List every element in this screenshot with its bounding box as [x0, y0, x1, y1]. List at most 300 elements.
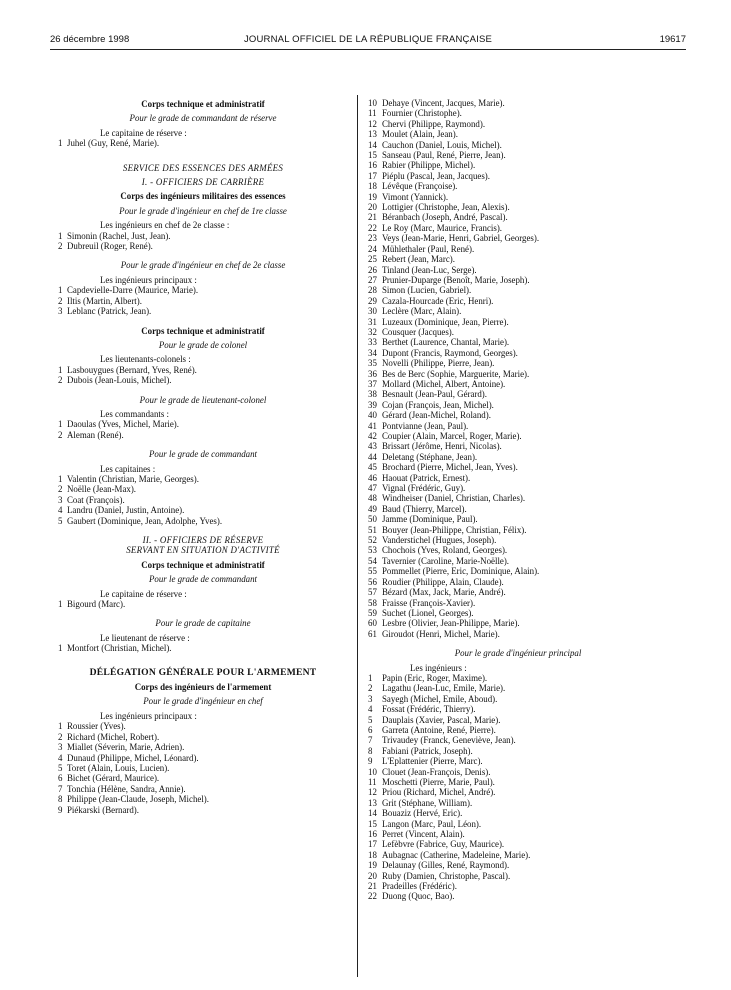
grade-heading: Pour le grade de commandant de réserve: [129, 113, 277, 124]
item-number: 2: [58, 241, 63, 252]
rank-label: Les lieutenants-colonels :: [100, 354, 191, 365]
item-number: 51: [368, 524, 377, 535]
item-number: 16: [368, 160, 377, 171]
officer-category-heading: I. - OFFICIERS DE CARRIÈRE: [141, 177, 265, 188]
item-number: 53: [368, 545, 377, 556]
list-item: [368, 618, 668, 628]
item-name: Windheiser (Daniel, Christian, Charles).: [382, 493, 526, 504]
item-number: 35: [368, 358, 377, 369]
item-number: 42: [368, 431, 377, 441]
directorate-heading: DÉLÉGATION GÉNÉRALE POUR L'ARMEMENT: [89, 666, 317, 678]
list-item: [368, 483, 668, 493]
list-item: [368, 725, 668, 735]
item-name: Juhel (Guy, René, Marie).: [67, 138, 160, 149]
item-name: Lottigier (Christophe, Jean, Alexis).: [382, 202, 510, 213]
list-item: [368, 493, 668, 503]
item-name: Fabiani (Patrick, Joseph).: [382, 745, 473, 756]
item-name: Moulet (Alain, Jean).: [382, 129, 458, 140]
item-name: Novelli (Philippe, Pierre, Jean).: [382, 358, 495, 369]
item-number: 21: [368, 212, 377, 223]
item-name: Cazala-Hourcade (Eric, Henri).: [382, 295, 494, 306]
list-item: [58, 241, 348, 251]
name-list: [368, 98, 668, 639]
list-item: [58, 763, 348, 773]
list-item: [58, 794, 348, 804]
item-number: 56: [368, 576, 377, 587]
section-heading: Corps technique et administratif: [141, 559, 265, 570]
item-name: Moschetti (Pierre, Marie, Paul).: [382, 777, 495, 787]
item-number: 18: [368, 849, 377, 860]
list-item: [368, 296, 668, 306]
item-name: Chochois (Yves, Roland, Georges).: [382, 545, 508, 556]
item-name: Tonchia (Hélène, Sandra, Annie).: [67, 783, 186, 794]
list-item: [58, 753, 348, 763]
item-name: Bichet (Gérard, Maurice).: [67, 773, 160, 784]
list-item: [368, 871, 668, 881]
list-item: [368, 850, 668, 860]
item-name: Grit (Stéphane, William).: [382, 797, 473, 808]
list-item: [368, 244, 668, 254]
item-number: 2: [58, 429, 63, 440]
item-name: Haouat (Patrick, Ernest).: [382, 472, 471, 483]
item-number: 23: [368, 233, 377, 244]
item-number: 2: [58, 484, 63, 495]
item-name: Piékarski (Bernard).: [67, 804, 139, 815]
item-name: Fossat (Frédéric, Thierry).: [382, 704, 476, 715]
item-name: Ruby (Damien, Christophe, Pascal).: [382, 870, 511, 881]
list-item: [368, 431, 668, 441]
list-item: [368, 860, 668, 870]
item-number: 32: [368, 326, 377, 337]
list-item: [368, 881, 668, 891]
item-name: L'Eplattenier (Pierre, Marc).: [382, 756, 483, 767]
list-item: [368, 566, 668, 576]
list-item: [368, 577, 668, 587]
grade-heading: Pour le grade d'ingénieur en chef: [143, 696, 263, 707]
item-number: 14: [368, 808, 377, 819]
header-page-number: 19617: [659, 34, 686, 45]
list-item: [58, 505, 348, 515]
item-number: 21: [368, 881, 377, 892]
item-name: Cojan (François, Jean, Michel).: [382, 399, 494, 410]
list-item: [368, 192, 668, 202]
list-item: [368, 525, 668, 535]
list-item: [58, 306, 348, 316]
item-number: 16: [368, 829, 377, 840]
list-item: [368, 98, 668, 108]
list-item: [368, 704, 668, 714]
item-number: 36: [368, 368, 377, 379]
item-name: Coat (François).: [67, 494, 125, 505]
item-number: 38: [368, 389, 377, 400]
item-number: 18: [368, 181, 377, 192]
list-item: [368, 629, 668, 639]
item-name: Noëlle (Jean-Max).: [67, 484, 136, 495]
item-name: Gérard (Jean-Michel, Roland).: [382, 410, 491, 421]
item-number: 6: [58, 773, 63, 784]
item-number: 1: [58, 721, 63, 732]
item-name: Philippe (Jean-Claude, Joseph, Michel).: [67, 794, 209, 805]
list-item: [368, 735, 668, 745]
item-number: 13: [368, 797, 377, 808]
item-name: Dunaud (Philippe, Michel, Léonard).: [67, 752, 199, 763]
item-name: Sayegh (Michel, Emile, Aboud).: [382, 693, 498, 704]
item-name: Perret (Vincent, Alain).: [382, 829, 465, 840]
item-name: Garreta (Antoine, René, Pierre).: [382, 724, 496, 735]
section-heading: Corps technique et administratif: [141, 325, 265, 336]
list-item: [368, 545, 668, 555]
rank-label: Les ingénieurs en chef de 2e classe :: [100, 220, 230, 231]
item-number: 7: [368, 735, 373, 746]
item-name: Aleman (René).: [67, 429, 124, 440]
item-number: 2: [58, 375, 63, 386]
list-item: [368, 369, 668, 379]
item-name: Mühlethaler (Paul, René).: [382, 243, 475, 254]
list-item: [368, 410, 668, 420]
list-item: [58, 773, 348, 783]
item-number: 3: [58, 306, 63, 317]
list-item: [58, 742, 348, 752]
list-item: [368, 767, 668, 777]
item-number: 60: [368, 618, 377, 629]
list-item: [368, 819, 668, 829]
service-heading: SERVICE DES ESSENCES DES ARMÉES: [122, 162, 284, 173]
list-item: [58, 430, 348, 440]
item-name: Roudier (Philippe, Alain, Claude).: [382, 576, 504, 587]
item-number: 17: [368, 170, 377, 181]
name-list: [58, 474, 348, 526]
list-item: [368, 212, 668, 222]
rank-label: Les ingénieurs :: [410, 662, 467, 673]
list-item: [368, 337, 668, 347]
name-list: [58, 599, 348, 609]
item-name: Béranbach (Joseph, André, Pascal).: [382, 212, 508, 223]
item-name: Luzeaux (Dominique, Jean, Pierre).: [382, 316, 509, 327]
item-name: Tavernier (Caroline, Marie-Noëlle).: [382, 555, 510, 566]
list-item: [368, 265, 668, 275]
item-name: Landru (Daniel, Justin, Antoine).: [67, 505, 185, 516]
item-number: 50: [368, 514, 377, 525]
list-item: [368, 285, 668, 295]
list-item: [368, 400, 668, 410]
item-number: 44: [368, 451, 377, 462]
item-name: Bouaziz (Hervé, Eric).: [382, 808, 463, 819]
item-name: Suchet (Lionel, Georges).: [382, 607, 474, 618]
list-item: [368, 202, 668, 212]
item-name: Jamme (Dominique, Paul).: [382, 514, 478, 525]
item-number: 26: [368, 264, 377, 275]
list-item: [368, 598, 668, 608]
item-number: 37: [368, 378, 377, 389]
list-item: [368, 462, 668, 472]
item-name: Montfort (Christian, Michel).: [67, 643, 172, 654]
item-name: Rebert (Jean, Marc).: [382, 254, 455, 265]
item-number: 28: [368, 285, 377, 296]
item-number: 5: [58, 762, 63, 773]
list-item: [368, 140, 668, 150]
grade-heading: Pour le grade d'ingénieur en chef de 1re classe: [119, 205, 287, 216]
corps-heading: Corps des ingénieurs de l'armement: [134, 682, 272, 693]
item-number: 5: [58, 515, 63, 526]
item-number: 58: [368, 597, 377, 608]
item-name: Simon (Lucien, Gabriel).: [382, 285, 472, 296]
item-name: Tinland (Jean-Luc, Serge).: [382, 264, 477, 275]
item-name: Dupont (Francis, Raymond, Georges).: [382, 347, 518, 358]
list-item: [368, 233, 668, 243]
name-list: [58, 643, 348, 653]
item-name: Lefèbvre (Fabrice, Guy, Maurice).: [382, 839, 505, 850]
list-item: [368, 275, 668, 285]
list-item: [58, 419, 348, 429]
list-item: [58, 784, 348, 794]
item-number: 14: [368, 139, 377, 150]
item-number: 46: [368, 472, 377, 483]
list-item: [368, 306, 668, 316]
item-number: 8: [58, 794, 63, 805]
item-name: Berthet (Laurence, Chantal, Marie).: [382, 337, 510, 348]
item-name: Giroudot (Henri, Michel, Marie).: [382, 628, 500, 639]
item-name: Cousquer (Jacques).: [382, 326, 454, 337]
list-item: [368, 473, 668, 483]
item-name: Roussier (Yves).: [67, 721, 126, 732]
item-name: Dubreuil (Roger, René).: [67, 241, 153, 252]
item-name: Chervi (Philippe, Raymond).: [382, 118, 486, 129]
item-number: 8: [368, 745, 373, 756]
list-item: [58, 721, 348, 731]
item-name: Lévêque (Françoise).: [382, 181, 458, 192]
item-number: 31: [368, 316, 377, 327]
list-item: [58, 138, 348, 148]
list-item: [368, 829, 668, 839]
list-item: [368, 441, 668, 451]
item-name: Papin (Eric, Roger, Maxime).: [382, 672, 488, 683]
item-name: Clouet (Jean-François, Denis).: [382, 766, 491, 777]
item-name: Delaunay (Gilles, René, Raymond).: [382, 860, 510, 871]
item-number: 29: [368, 295, 377, 306]
item-number: 1: [58, 230, 63, 241]
right-column: [368, 98, 668, 902]
item-number: 43: [368, 441, 377, 452]
rank-label: Le lieutenant de réserve :: [100, 632, 190, 643]
list-item: [58, 365, 348, 375]
item-number: 4: [58, 505, 63, 516]
name-list: [58, 419, 348, 440]
list-item: [58, 599, 348, 609]
item-name: Sanseau (Paul, René, Pierre, Jean).: [382, 150, 506, 161]
item-number: 52: [368, 535, 377, 546]
item-name: Dehaye (Vincent, Jacques, Marie).: [382, 98, 505, 108]
list-item: [58, 516, 348, 526]
item-name: Valentin (Christian, Marie, Georges).: [67, 473, 199, 484]
list-item: [368, 777, 668, 787]
header-journal-title: JOURNAL OFFICIEL DE LA RÉPUBLIQUE FRANÇAISE: [243, 34, 493, 45]
name-list: [58, 721, 348, 815]
list-item: [368, 181, 668, 191]
list-item: [58, 495, 348, 505]
list-item: [368, 756, 668, 766]
grade-heading: Pour le grade de commandant: [149, 449, 257, 460]
item-number: 1: [58, 138, 63, 149]
item-number: 7: [58, 783, 63, 794]
item-number: 47: [368, 483, 377, 494]
item-number: 20: [368, 202, 377, 213]
grade-heading: Pour le grade de commandant: [149, 574, 257, 585]
officer-category-heading: II. - OFFICIERS DE RÉSERVE: [142, 535, 264, 545]
list-item: [368, 160, 668, 170]
list-item: [368, 608, 668, 618]
list-item: [368, 808, 668, 818]
list-item: [368, 317, 668, 327]
rank-label: Le capitaine de réserve :: [100, 127, 187, 138]
item-number: 1: [58, 364, 63, 375]
list-item: [368, 556, 668, 566]
name-list: [58, 138, 348, 148]
item-number: 1: [58, 473, 63, 484]
item-number: 48: [368, 493, 377, 504]
grade-heading: Pour le grade de colonel: [158, 339, 248, 350]
rank-label: Les ingénieurs principaux :: [100, 274, 197, 285]
item-name: Pommellet (Pierre, Eric, Dominique, Alain).: [382, 566, 540, 577]
item-number: 40: [368, 410, 377, 421]
item-name: Le Roy (Marc, Maurice, Francis).: [382, 222, 503, 233]
item-name: Vimont (Yannick).: [382, 191, 449, 202]
item-number: 25: [368, 254, 377, 265]
item-number: 1: [368, 672, 373, 683]
item-name: Lasbouygues (Bernard, Yves, René).: [67, 364, 197, 375]
item-number: 27: [368, 274, 377, 285]
item-name: Rabier (Philippe, Michel).: [382, 160, 476, 171]
item-number: 1: [58, 419, 63, 430]
list-item: [368, 673, 668, 683]
item-name: Gaubert (Dominique, Jean, Adolphe, Yves).: [67, 515, 223, 526]
item-number: 4: [368, 704, 373, 715]
item-number: 3: [368, 693, 373, 704]
list-item: [368, 694, 668, 704]
item-number: 2: [368, 683, 373, 694]
item-name: Lesbre (Olivier, Jean-Philippe, Marie).: [382, 618, 520, 629]
list-item: [58, 231, 348, 241]
item-number: 15: [368, 818, 377, 829]
list-item: [58, 474, 348, 484]
list-item: [58, 643, 348, 653]
item-name: Pontvianne (Jean, Paul).: [382, 420, 469, 431]
list-item: [368, 327, 668, 337]
header-date: 26 décembre 1998: [50, 34, 130, 45]
item-number: 1: [58, 643, 63, 654]
grade-heading: Pour le grade de lieutenant-colonel: [139, 394, 267, 405]
item-name: Brochard (Pierre, Michel, Jean, Yves).: [382, 462, 518, 473]
list-item: [368, 452, 668, 462]
item-number: 12: [368, 118, 377, 129]
item-number: 1: [58, 285, 63, 296]
item-number: 59: [368, 607, 377, 618]
header-rule: [50, 49, 686, 50]
item-number: 3: [58, 494, 63, 505]
item-name: Priou (Richard, Michel, André).: [382, 787, 496, 798]
item-name: Trivaudey (Franck, Geneviève, Jean).: [382, 735, 516, 746]
item-number: 10: [368, 766, 377, 777]
grade-heading: Pour le grade d'ingénieur en chef de 2e classe: [120, 260, 286, 271]
list-item: [368, 171, 668, 181]
item-name: Iltis (Martin, Albert).: [67, 295, 142, 306]
grade-heading: Pour le grade d'ingénieur principal: [454, 648, 582, 659]
rank-label: Le capitaine de réserve :: [100, 588, 187, 599]
item-number: 6: [368, 724, 373, 735]
item-name: Vignal (Frédéric, Guy).: [382, 483, 466, 494]
item-number: 11: [368, 108, 377, 119]
list-item: [368, 504, 668, 514]
item-name: Leblanc (Patrick, Jean).: [67, 306, 152, 317]
officer-category-heading: SERVANT EN SITUATION D'ACTIVITÉ: [126, 545, 280, 556]
list-item: [368, 348, 668, 358]
name-list: [58, 285, 348, 316]
item-number: 9: [368, 756, 373, 767]
item-number: 30: [368, 306, 377, 317]
corps-heading: Corps des ingénieurs militaires des essences: [120, 191, 286, 202]
item-number: 45: [368, 462, 377, 473]
item-number: 15: [368, 150, 377, 161]
item-number: 41: [368, 420, 377, 431]
list-item: [368, 358, 668, 368]
list-item: [368, 379, 668, 389]
item-name: Veys (Jean-Marie, Henri, Gabriel, Georges).: [382, 233, 540, 244]
item-name: Toret (Alain, Louis, Lucien).: [67, 762, 170, 773]
list-item: [368, 254, 668, 264]
item-name: Aubagnac (Catherine, Madeleine, Marie).: [382, 849, 531, 860]
list-item: [58, 805, 348, 815]
rank-label: Les capitaines :: [100, 463, 156, 474]
left-column: [58, 99, 348, 815]
item-number: 13: [368, 129, 377, 140]
item-name: Capdevielle-Darre (Maurice, Marie).: [67, 285, 199, 296]
list-item: [58, 375, 348, 385]
item-name: Langon (Marc, Paul, Léon).: [382, 818, 482, 829]
list-item: [368, 683, 668, 693]
item-number: 9: [58, 804, 63, 815]
name-list: [58, 231, 348, 252]
list-item: [58, 484, 348, 494]
item-number: 10: [368, 98, 377, 108]
item-name: Cauchon (Daniel, Louis, Michel).: [382, 139, 502, 150]
item-number: 55: [368, 566, 377, 577]
list-item: [368, 129, 668, 139]
column-divider: [357, 95, 358, 977]
grade-heading: Pour le grade de capitaine: [155, 618, 251, 629]
item-number: 20: [368, 870, 377, 881]
item-name: Fraisse (François-Xavier).: [382, 597, 476, 608]
item-number: 33: [368, 337, 377, 348]
item-number: 24: [368, 243, 377, 254]
list-item: [58, 732, 348, 742]
item-name: Brissart (Jérôme, Henri, Nicolas).: [382, 441, 502, 452]
item-name: Fournier (Christophe).: [382, 108, 462, 119]
list-item: [368, 746, 668, 756]
item-name: Pradeilles (Frédéric).: [382, 881, 457, 892]
item-name: Bigourd (Marc).: [67, 599, 126, 610]
section-heading: Corps technique et administratif: [141, 99, 265, 109]
item-number: 54: [368, 555, 377, 566]
name-list: [58, 365, 348, 386]
item-name: Besnault (Jean-Paul, Gérard).: [382, 389, 487, 400]
list-item: [368, 891, 668, 901]
list-item: [368, 839, 668, 849]
item-name: Prunier-Duparge (Benoît, Marie, Joseph).: [382, 274, 530, 285]
rank-label: Les ingénieurs principaux :: [100, 710, 197, 721]
item-number: 22: [368, 222, 377, 233]
item-number: 11: [368, 777, 377, 787]
item-number: 49: [368, 503, 377, 514]
name-list: [368, 673, 668, 902]
